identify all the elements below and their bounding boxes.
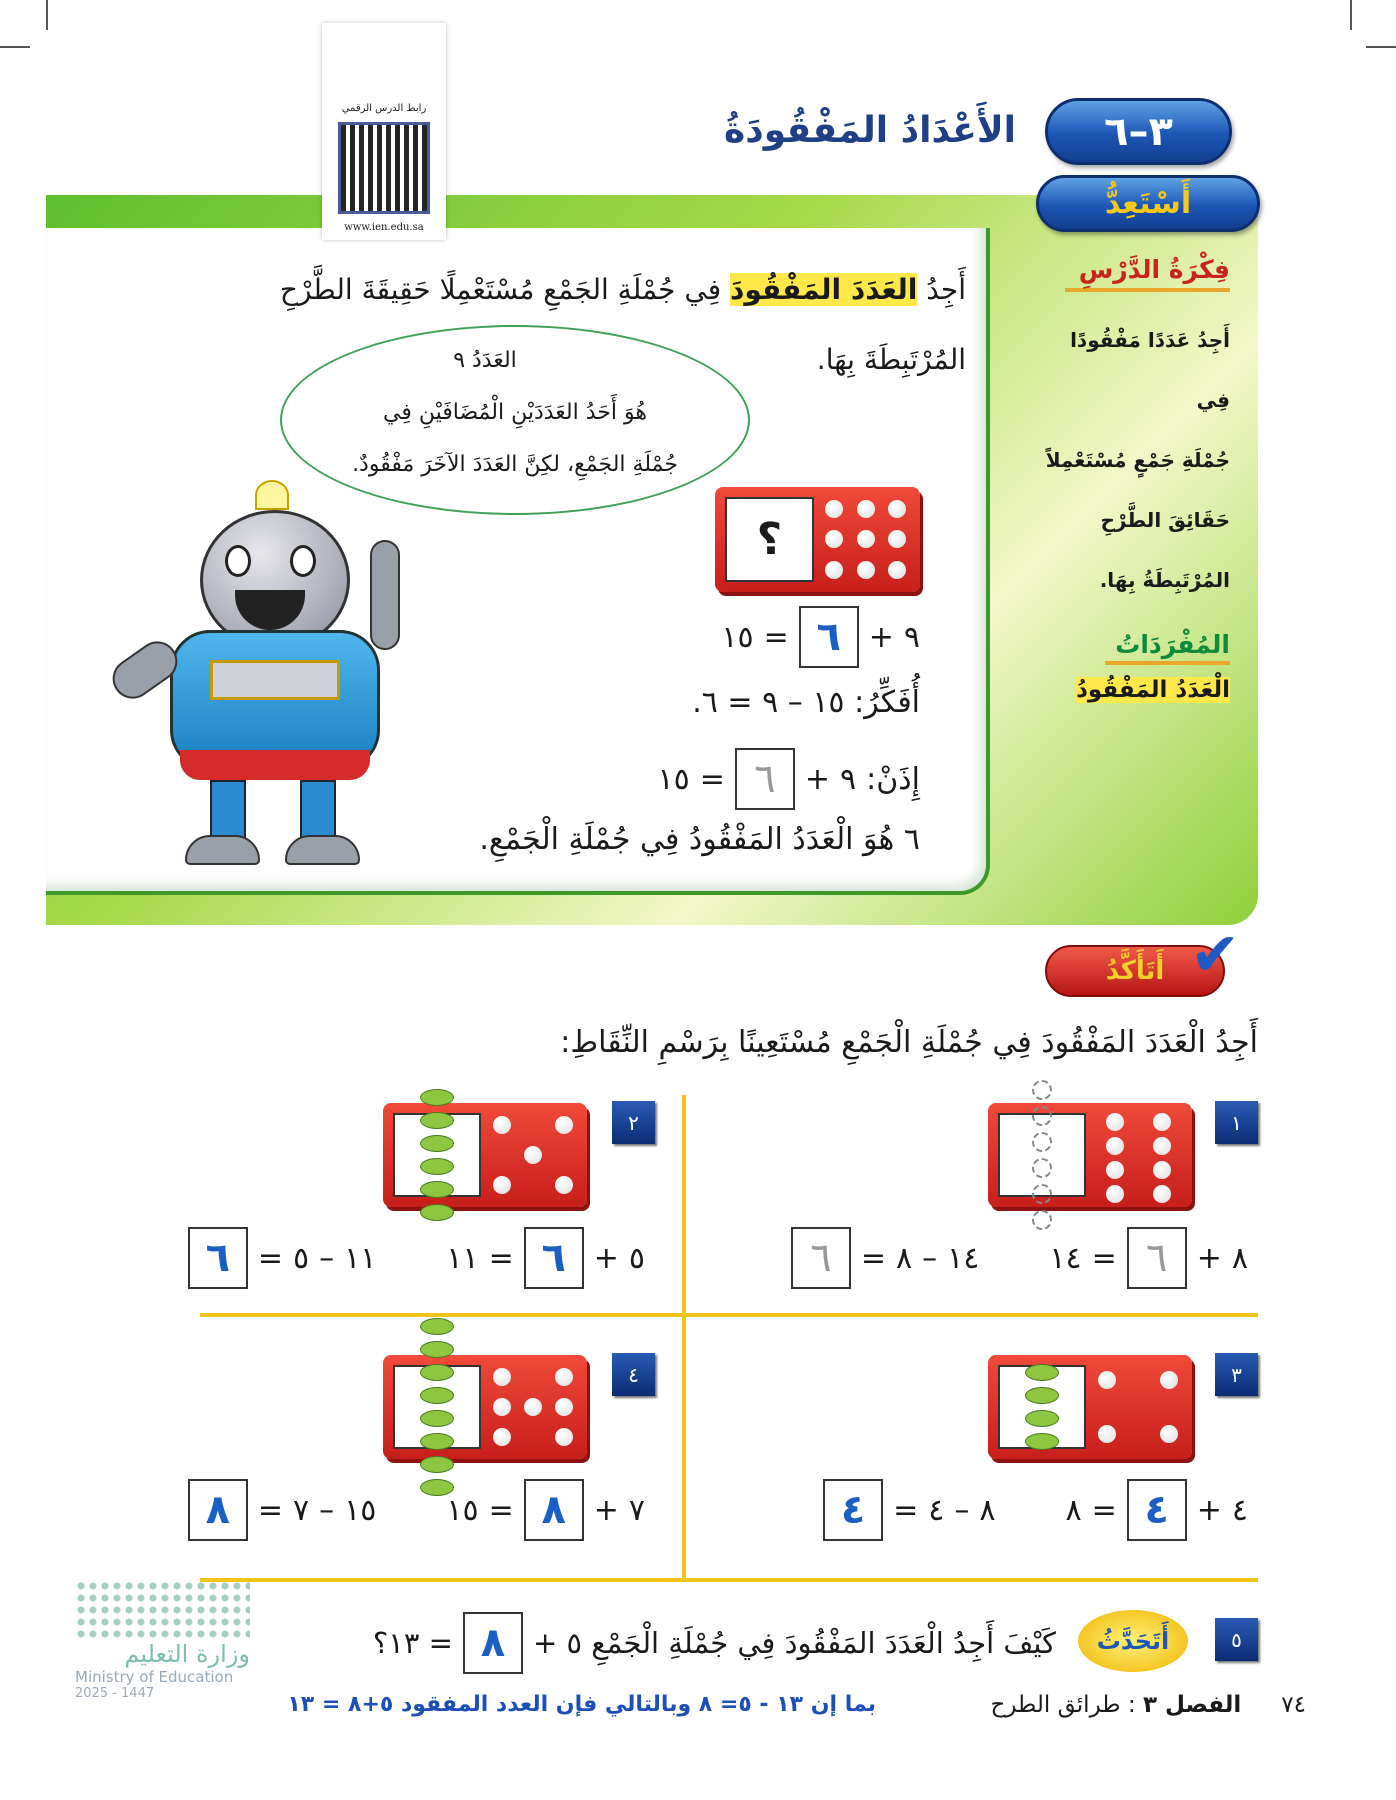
domino-right-half — [1094, 1365, 1182, 1449]
pip — [493, 1368, 511, 1386]
green-dot — [420, 1364, 454, 1381]
pip — [555, 1368, 573, 1386]
pip — [1106, 1113, 1124, 1131]
check-instruction: أَجِدُ الْعَدَدَ المَفْقُودَ فِي جُمْلَةِ الْجَمْعِ مُسْتَعِينًا بِرَسْمِ النِّقَاطِ: — [560, 1025, 1258, 1060]
dotted-circle — [1032, 1132, 1052, 1152]
qr-card[interactable] — [322, 23, 446, 240]
think-line: أُفَكِّرُ: ١٥ – ٩ = ٦. — [692, 685, 920, 720]
green-dot — [420, 1456, 454, 1473]
green-dot — [1025, 1364, 1059, 1381]
green-dot — [1025, 1433, 1059, 1450]
answer-box[interactable]: ٨ — [463, 1612, 523, 1674]
pip — [1098, 1425, 1116, 1443]
page-footer: ٧٤ الفصل ٣ : طرائق الطرح — [990, 1692, 1306, 1718]
answer-box[interactable]: ٤ — [823, 1479, 883, 1541]
pip — [888, 500, 906, 518]
dotted-circle — [1032, 1080, 1052, 1100]
robot-mascot — [100, 480, 450, 880]
subtraction-sentence: ١١ – ٥ = ٦ — [188, 1227, 377, 1289]
problem-number: ٤ — [612, 1353, 655, 1396]
green-dot — [420, 1410, 454, 1427]
vocab-term[interactable]: الْعَدَدُ المَفْقُودُ — [1076, 677, 1230, 703]
vocab-title: المُفْرَدَاتُ — [1105, 630, 1230, 665]
green-dot — [420, 1135, 454, 1152]
dotted-circle — [1032, 1158, 1052, 1178]
pip — [1153, 1161, 1171, 1179]
problem-number: ١ — [1215, 1101, 1258, 1144]
answer-box[interactable]: ٤ — [1127, 1479, 1187, 1541]
ministry-logo: وزارة التعليم Ministry of Education 2025 - 1447 — [75, 1580, 250, 1701]
pip — [1153, 1185, 1171, 1203]
answer-box[interactable]: ٨ — [524, 1479, 584, 1541]
domino-right-half — [489, 1113, 577, 1197]
green-dot — [420, 1387, 454, 1404]
answer-box[interactable]: ٦ — [188, 1227, 248, 1289]
grid-divider-vertical — [682, 1095, 686, 1580]
green-dot — [1025, 1410, 1059, 1427]
green-dot — [420, 1158, 454, 1175]
intro-domino — [715, 487, 920, 592]
qr-code-icon — [338, 122, 430, 214]
domino-left-half — [998, 1365, 1086, 1449]
domino-left-half — [393, 1113, 481, 1197]
subtraction-sentence: ١٤ – ٨ = ٦ — [791, 1227, 980, 1289]
pip — [1160, 1371, 1178, 1389]
checkmark-icon: ✔ — [1190, 920, 1241, 990]
pip — [857, 500, 875, 518]
pip — [1153, 1137, 1171, 1155]
pip — [888, 530, 906, 548]
pip — [524, 1398, 542, 1416]
intro-equation: ٩ + ٦ = ١٥ — [721, 606, 920, 668]
pip — [555, 1116, 573, 1134]
pip — [555, 1398, 573, 1416]
talk-question: كَيْفَ أَجِدُ الْعَدَدَ المَفْقُودَ فِي جُمْلَةِ الْجَمْعِ ٥ + ٨ = ١٣؟ — [373, 1612, 1056, 1674]
problem-number: ٣ — [1215, 1353, 1258, 1396]
lesson-idea-text: أَجِدُ عَدَدًا مَفْقُودًا فِي جُمْلَةِ جَمْعٍ مُسْتَعْمِلاً حَقَائِقَ الطَّرْحِ المُرْتَبِطَةُ بِهَا. — [1045, 328, 1230, 592]
green-dot — [420, 1112, 454, 1129]
domino-left-half: ؟ — [725, 497, 814, 582]
domino-left-half — [393, 1365, 481, 1449]
problem-equations — [791, 1227, 1248, 1289]
pip — [825, 530, 843, 548]
problem-number: ٥ — [1215, 1618, 1258, 1661]
highlight-term: العَدَدَ المَفْقُودَ — [729, 273, 918, 306]
pip — [1106, 1137, 1124, 1155]
dotted-circle — [1032, 1106, 1052, 1126]
subtraction-sentence: ٨ – ٤ = ٤ — [823, 1479, 995, 1541]
green-dot — [420, 1204, 454, 1221]
problem-equations — [823, 1479, 1248, 1541]
green-dot — [420, 1433, 454, 1450]
green-dot — [420, 1181, 454, 1198]
subtraction-sentence: ١٥ – ٧ = ٨ — [188, 1479, 377, 1541]
addition-sentence: ٥ + ٦ = ١١ — [446, 1227, 645, 1289]
problem-domino — [988, 1355, 1192, 1459]
page-number: ٧٤ — [1281, 1692, 1306, 1718]
pip — [1098, 1371, 1116, 1389]
answer-box[interactable]: ٦ — [799, 606, 859, 668]
pip — [555, 1428, 573, 1446]
answer-box[interactable]: ٨ — [188, 1479, 248, 1541]
pip — [524, 1146, 542, 1164]
addition-sentence: ٨ + ٦ = ١٤ — [1049, 1227, 1248, 1289]
pip — [1160, 1425, 1178, 1443]
pip — [493, 1116, 511, 1134]
green-dot — [420, 1318, 454, 1335]
pip — [493, 1398, 511, 1416]
dotted-circle — [1032, 1184, 1052, 1204]
grid-divider-bottom — [200, 1578, 1258, 1582]
pip — [1106, 1185, 1124, 1203]
domino-right-half — [822, 497, 910, 582]
green-dot — [1025, 1387, 1059, 1404]
pip — [857, 530, 875, 548]
answer-box[interactable]: ٦ — [1127, 1227, 1187, 1289]
dotted-answer-box[interactable]: ٦ — [735, 748, 795, 810]
problem-domino — [383, 1355, 587, 1459]
addition-sentence: ٤ + ٤ = ٨ — [1065, 1479, 1248, 1541]
lesson-number-badge: ٣–٦ — [1045, 98, 1232, 165]
lesson-sidebar — [1030, 255, 1230, 703]
qr-label: رابط الدرس الرقمي — [341, 103, 427, 114]
check-badge: أَتَأَكَّدُ — [1045, 945, 1225, 997]
intro-text: أَجِدُ العَدَدَ المَفْقُودَ فِي جُمْلَةِ الجَمْعِ مُسْتَعْمِلًا حَقِيقَةَ الطَّرْحِ المُرْتَبِطَةَ بِهَا. — [279, 273, 966, 376]
so-equation: إِذَنْ: ٩ + ٦ = ١٥ — [658, 748, 920, 810]
problem-number: ٢ — [612, 1101, 655, 1144]
pip — [555, 1176, 573, 1194]
pip — [857, 561, 875, 579]
answer-box[interactable]: ٦ — [524, 1227, 584, 1289]
green-dot — [420, 1341, 454, 1358]
answer-box[interactable]: ٦ — [791, 1227, 851, 1289]
pip — [825, 500, 843, 518]
talk-answer: بما إن ١٣ - ٥= ٨ وبالتالي فإن العدد المفقود ٥+٨ = ١٣ — [287, 1692, 876, 1717]
pip — [825, 561, 843, 579]
problem-equations — [188, 1227, 645, 1289]
problem-equations — [188, 1479, 645, 1541]
pip — [888, 561, 906, 579]
pip — [493, 1176, 511, 1194]
pip — [1106, 1161, 1124, 1179]
domino-left-half — [998, 1113, 1086, 1197]
green-dot — [420, 1089, 454, 1106]
domino-right-half — [489, 1365, 577, 1449]
domino-right-half — [1094, 1113, 1182, 1197]
talk-badge: أَتَحَدَّثُ — [1078, 1610, 1188, 1672]
prepare-badge: أَسْتَعِدُّ — [1036, 175, 1260, 232]
page-title: الأَعْدَادُ المَفْقُودَةُ — [724, 110, 1016, 151]
pip — [1153, 1113, 1171, 1131]
addition-sentence: ٧ + ٨ = ١٥ — [446, 1479, 645, 1541]
pip — [493, 1428, 511, 1446]
problem-domino — [383, 1103, 587, 1207]
grid-divider-horizontal — [200, 1313, 1258, 1317]
speech-bubble-text: العَدَدُ ٩ هُوَ أَحَدُ العَدَدَيْنِ الْمُضَافَيْنِ فِي جُمْلَةِ الجَمْعِ، لكِنَّ العَدَدَ الآخَرَ مَفْقُودٌ. — [352, 348, 678, 477]
lesson-idea-title: فِكْرَةُ الدَّرْسِ — [1065, 255, 1230, 292]
problem-domino — [988, 1103, 1192, 1207]
qr-url[interactable]: www.ien.edu.sa — [344, 222, 424, 233]
conclusion: ٦ هُوَ الْعَدَدُ المَفْقُودُ فِي جُمْلَةِ الْجَمْعِ. — [479, 822, 920, 857]
